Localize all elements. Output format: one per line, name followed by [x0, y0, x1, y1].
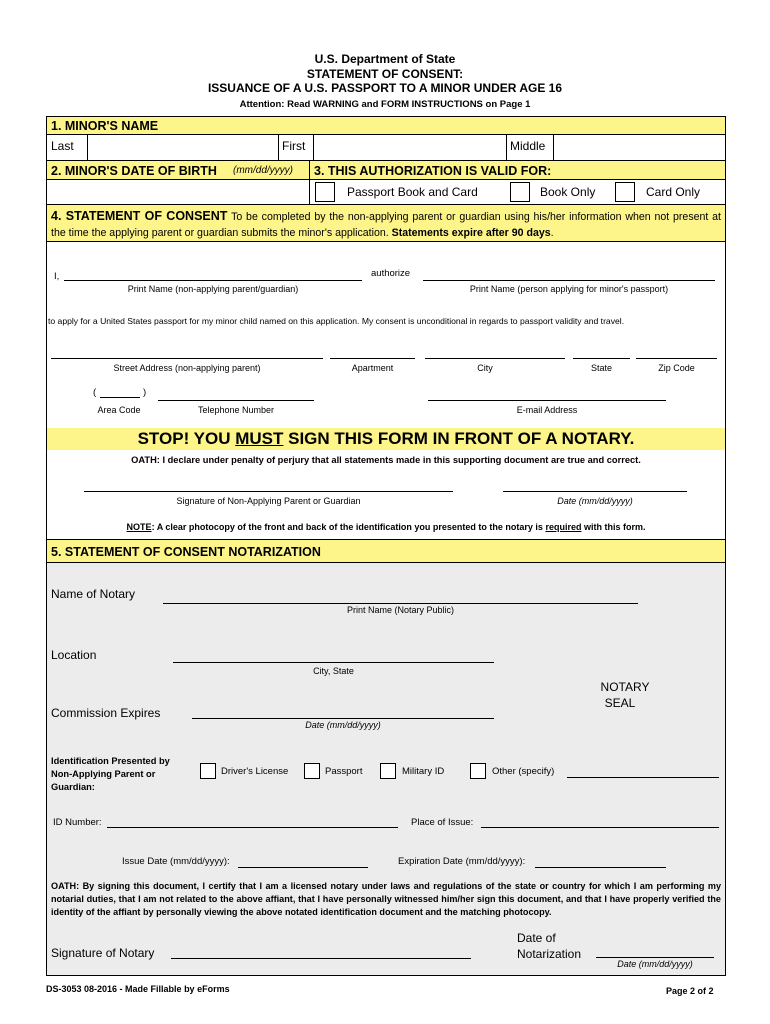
sec4-intro-block: 4. STATEMENT OF CONSENT To be completed by the non-applying parent or guardian using his/her information when not present at the time the applying parent or guardian submits the minor's application. Statements expire after 90 days. — [51, 209, 721, 239]
area-code-field[interactable] — [100, 397, 140, 398]
date-caption: Date (mm/dd/yyyy) — [557, 496, 633, 506]
street-field[interactable] — [51, 358, 323, 359]
sec3-title: 3. THIS AUTHORIZATION IS VALID FOR: — [314, 164, 552, 178]
notary-seal-line2: SEAL — [604, 696, 636, 710]
notary-signature-label: Signature of Notary — [51, 946, 155, 960]
date-of-label: Date of — [517, 931, 556, 945]
commission-label: Commission Expires — [51, 706, 161, 720]
opt-book-only: Book Only — [540, 185, 596, 199]
location-field[interactable] — [173, 662, 494, 663]
applicant-name-field[interactable] — [423, 280, 715, 281]
parent-date-field[interactable] — [503, 491, 687, 492]
drivers-license-label: Driver's License — [221, 766, 289, 777]
location-label: Location — [51, 648, 97, 662]
notary-name-field[interactable] — [163, 603, 638, 604]
passport-book-card-checkbox[interactable] — [315, 182, 335, 202]
city-state-caption: City, State — [313, 666, 354, 676]
notary-seal-line1: NOTARY — [600, 680, 650, 694]
notarization-date-caption: Date (mm/dd/yyyy) — [617, 959, 693, 969]
form-title-line1: STATEMENT OF CONSENT: — [306, 67, 464, 81]
email-caption: E-mail Address — [516, 405, 578, 415]
military-id-checkbox[interactable] — [380, 763, 396, 779]
issue-date-label: Issue Date (mm/dd/yyyy): — [122, 856, 230, 867]
exp-date-field[interactable] — [535, 867, 666, 868]
stop-banner — [47, 428, 725, 450]
divider — [506, 135, 507, 160]
parent-signature-field[interactable] — [84, 491, 453, 492]
apartment-field[interactable] — [330, 358, 415, 359]
notary-name-label: Name of Notary — [51, 587, 136, 601]
city-caption: City — [477, 363, 493, 373]
other-specify-field[interactable] — [567, 777, 719, 778]
note-required: required — [545, 522, 582, 532]
exp-date-label: Expiration Date (mm/dd/yyyy): — [398, 856, 526, 867]
expire-note: Statements expire after 90 days — [391, 227, 551, 239]
issue-date-field[interactable] — [238, 867, 368, 868]
printname2-caption: Print Name (person applying for minor's passport) — [469, 284, 669, 294]
area-caption: Area Code — [97, 405, 141, 415]
city-field[interactable] — [425, 358, 565, 359]
place-issue-field[interactable] — [481, 827, 719, 828]
stop-text — [47, 428, 725, 450]
nonapplying-name-field[interactable] — [64, 280, 362, 281]
place-issue-label: Place of Issue: — [411, 817, 474, 828]
opt-card-only: Card Only — [646, 185, 701, 199]
oath-text: OATH: I declare under penalty of perjury that all statements made in this supporting document are true and correct. — [131, 455, 641, 465]
card-only-checkbox[interactable] — [615, 182, 635, 202]
passport-id-label: Passport — [325, 766, 363, 777]
last-label: Last — [51, 139, 74, 153]
dob-field[interactable] — [46, 179, 310, 205]
sec1-title: 1. MINOR'S NAME — [51, 119, 159, 133]
commission-field[interactable] — [192, 718, 494, 719]
last-name-field[interactable] — [88, 135, 278, 160]
page-number: Page 2 of 2 — [666, 986, 714, 996]
printname1-caption: Print Name (non-applying parent/guardian) — [127, 284, 299, 294]
book-only-checkbox[interactable] — [510, 182, 530, 202]
note-label: NOTE — [126, 522, 152, 532]
minor-name-row — [46, 134, 726, 161]
sec3-header — [309, 160, 726, 180]
zip-caption: Zip Code — [658, 363, 695, 373]
notarization-label: Notarization — [517, 947, 582, 961]
notarization-date-field[interactable] — [596, 957, 714, 958]
zip-field[interactable] — [636, 358, 717, 359]
consent-text: to apply for a United States passport for my minor child named on this application. My consent is unconditional in regards to passport validity and travel. — [48, 316, 625, 326]
commission-date-caption: Date (mm/dd/yyyy) — [305, 720, 381, 730]
sec5-title: 5. STATEMENT OF CONSENT NOTARIZATION — [51, 545, 321, 559]
authorize-label: authorize — [371, 268, 411, 279]
middle-label: Middle — [510, 139, 546, 153]
sec4-title: 4. STATEMENT OF CONSENT — [51, 209, 228, 223]
form-title-line2: ISSUANCE OF A U.S. PASSPORT TO A MINOR UNDER AGE 16 — [207, 81, 563, 95]
middle-name-field[interactable] — [554, 135, 725, 160]
area-open-paren: ( — [93, 387, 97, 398]
drivers-license-checkbox[interactable] — [200, 763, 216, 779]
notary-oath-text: OATH: By signing this document, I certify that I am a licensed notary under laws and regulations of the state or country for which I am performing my notarial duties, that I am not related to the above affiant, that I have personally witnessed him/her sign this document, and that I have properly verified the identity of the affiant by personally viewing the above notated identification document and the matching photocopy. — [51, 881, 721, 917]
telephone-field[interactable] — [158, 400, 314, 401]
stop-must: MUST — [235, 429, 284, 448]
id-number-label: ID Number: — [53, 817, 102, 828]
attention-note: Attention: Read WARNING and FORM INSTRUCTIONS on Page 1 — [239, 99, 531, 110]
id-number-field[interactable] — [107, 827, 398, 828]
other-id-checkbox[interactable] — [470, 763, 486, 779]
phone-caption: Telephone Number — [197, 405, 275, 415]
divider — [278, 135, 279, 160]
area-close-paren: ) — [143, 387, 147, 398]
dob-format: (mm/dd/yyyy) — [233, 165, 293, 176]
opt-book-card: Passport Book and Card — [347, 185, 478, 199]
i-label: I, — [54, 271, 60, 282]
note-post: with this form. — [581, 522, 646, 532]
first-label: First — [282, 139, 306, 153]
passport-id-checkbox[interactable] — [304, 763, 320, 779]
first-name-field[interactable] — [314, 135, 506, 160]
email-field[interactable] — [428, 400, 666, 401]
note-text — [46, 522, 726, 532]
apartment-caption: Apartment — [351, 363, 394, 373]
department-name: U.S. Department of State — [314, 52, 456, 66]
street-caption: Street Address (non-applying parent) — [113, 363, 261, 373]
signature-caption: Signature of Non-Applying Parent or Guardian — [176, 496, 361, 506]
sec5-header — [46, 539, 726, 563]
sec2-title: 2. MINOR'S DATE OF BIRTH — [51, 164, 217, 178]
state-caption: State — [590, 363, 612, 373]
sec4-intro: To be completed by the non-applying parent or guardian using his/her information when not present at the time the applying parent or guardian submits the minor's application. — [51, 211, 721, 239]
stop-pre: STOP! YOU — [137, 429, 236, 448]
sec2-header — [46, 160, 310, 180]
validity-options — [309, 179, 726, 205]
id-presented-label: Identification Presented by Non-Applying Parent or Guardian: — [51, 756, 170, 792]
sec1-header — [46, 116, 726, 135]
stop-post: SIGN THIS FORM IN FRONT OF A NOTARY. — [283, 429, 635, 448]
form-number: DS-3053 08-2016 - Made Fillable by eForms — [46, 984, 230, 994]
sec4-header — [46, 204, 726, 242]
military-id-label: Military ID — [402, 766, 445, 777]
notary-print-caption: Print Name (Notary Public) — [346, 605, 455, 615]
note-pre: : A clear photocopy of the front and back of the identification you presented to the notary is — [151, 522, 546, 532]
notary-signature-field[interactable] — [171, 958, 471, 959]
state-field[interactable] — [573, 358, 630, 359]
other-id-label: Other (specify) — [492, 766, 555, 777]
